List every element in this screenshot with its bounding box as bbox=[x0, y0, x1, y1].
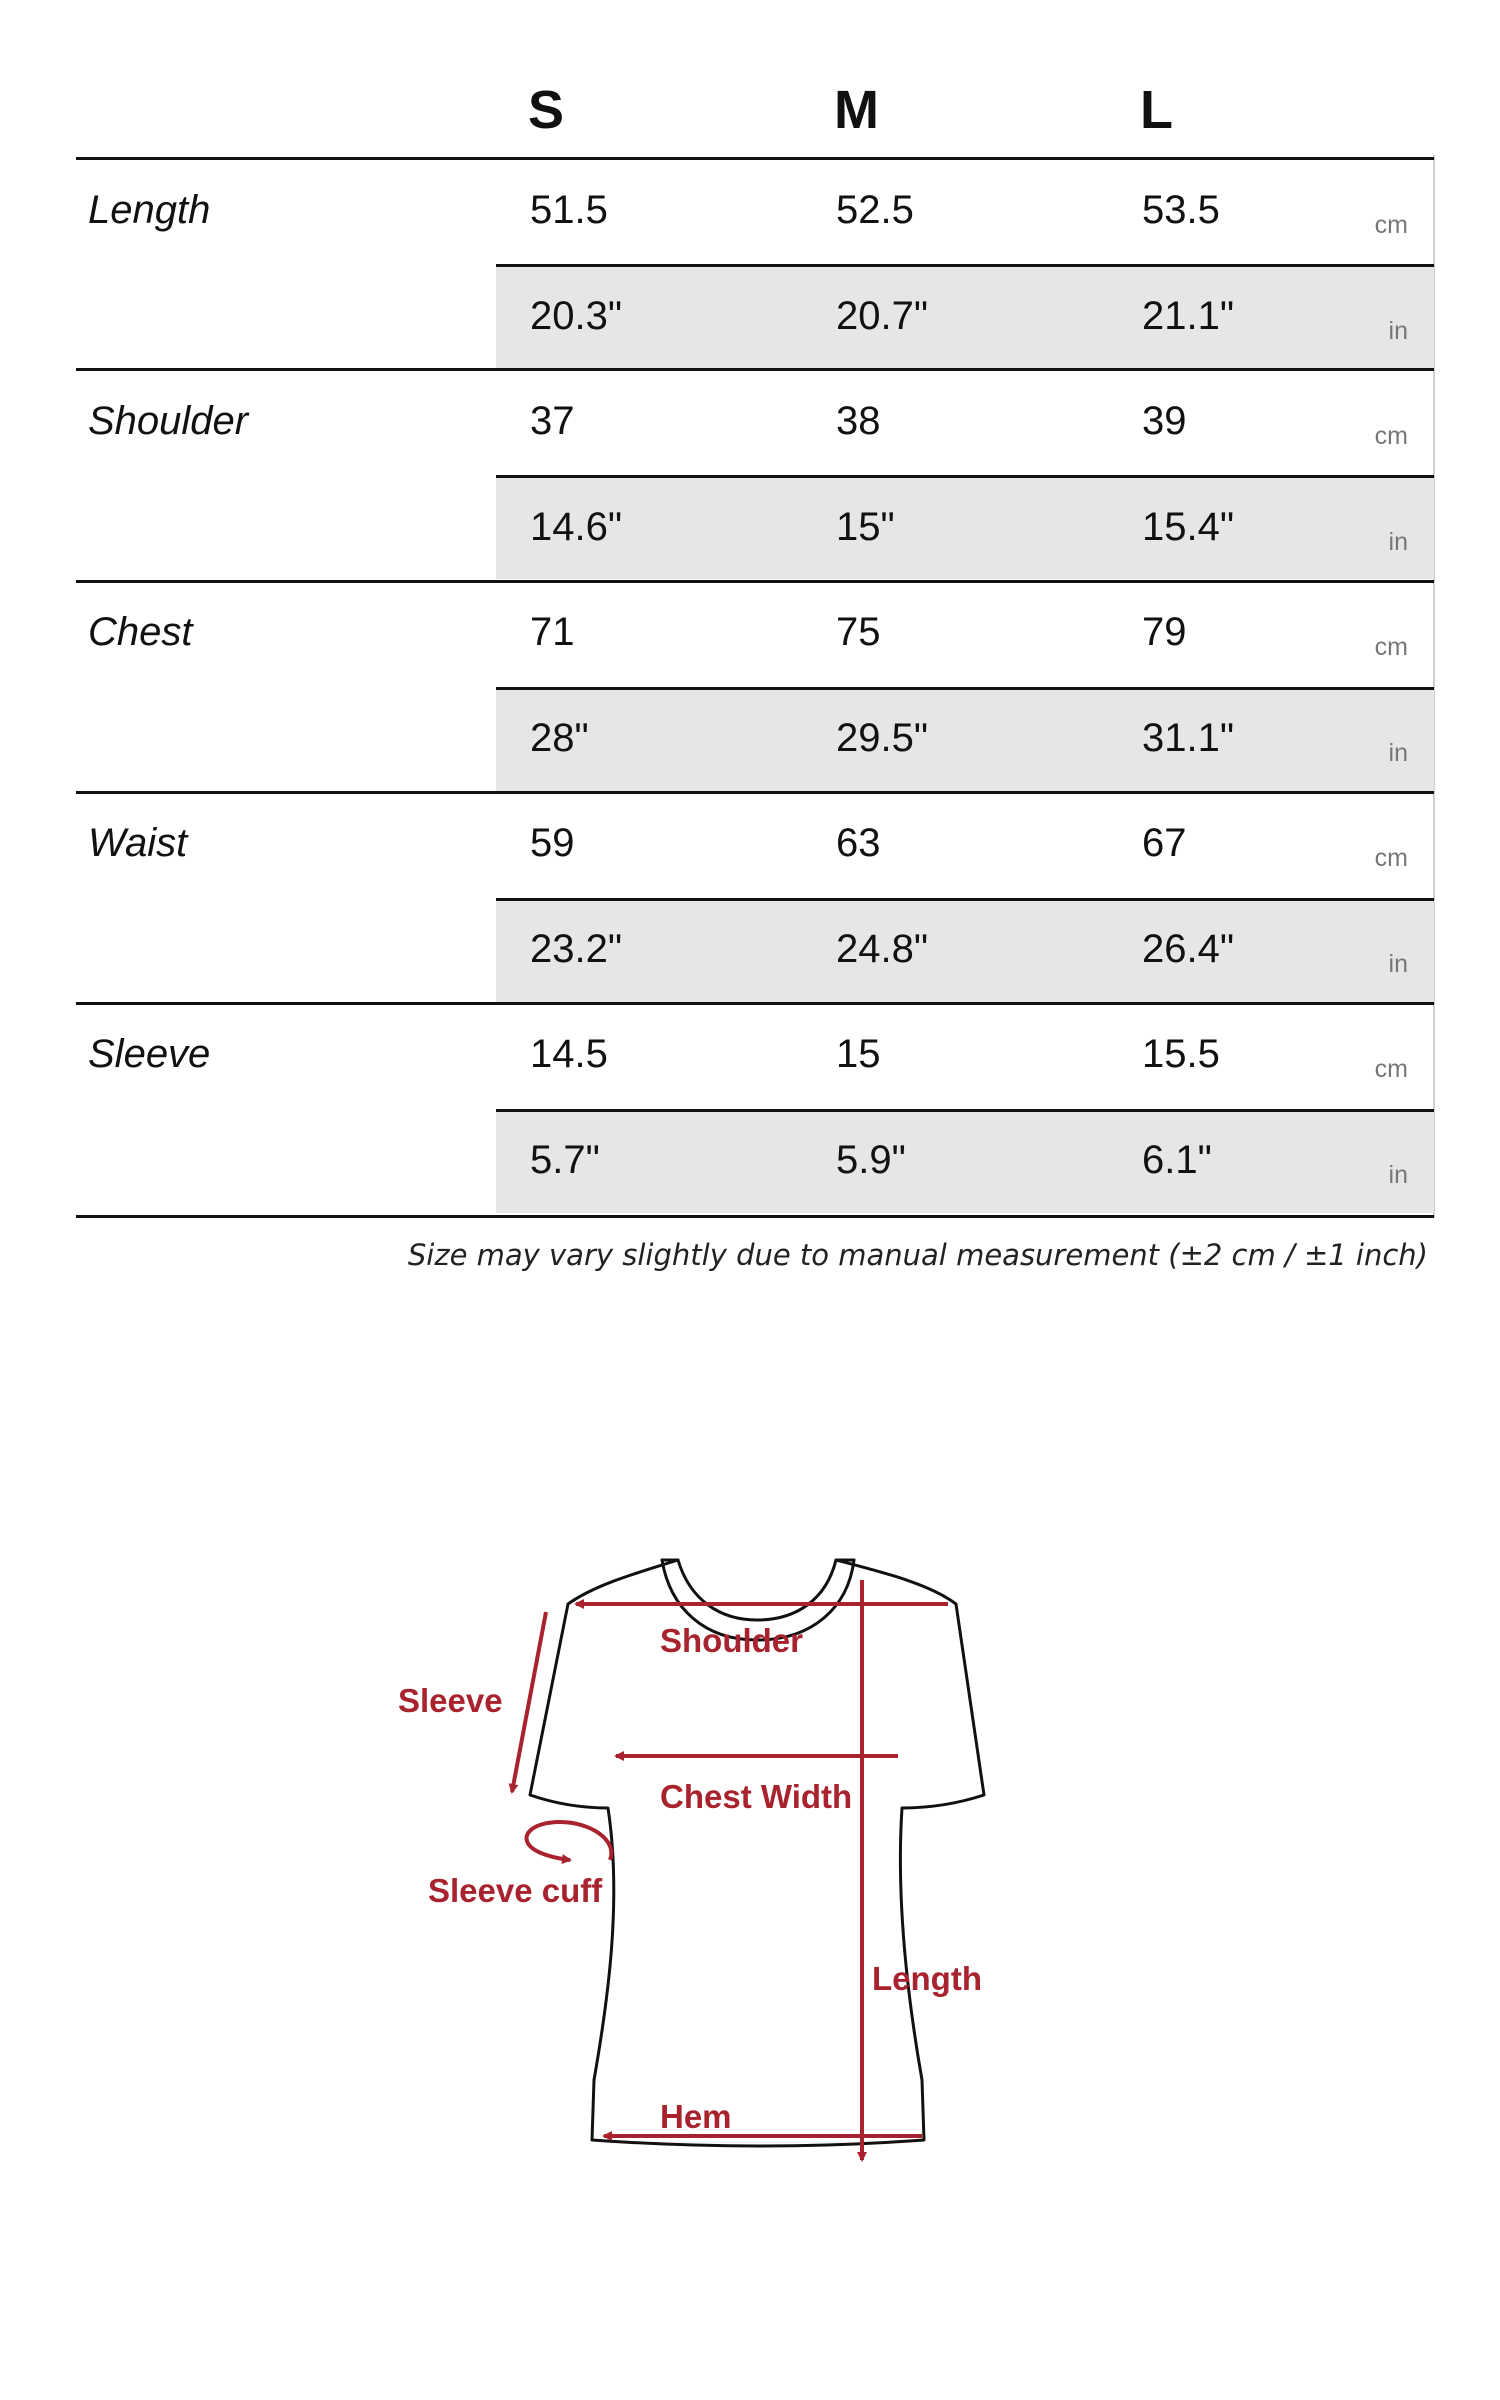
unit-in: in bbox=[1388, 1161, 1408, 1189]
cell-waist-m-in: 24.8" bbox=[836, 927, 929, 971]
cell-chest-s-in: 28" bbox=[530, 716, 589, 760]
measure-label-length: Length bbox=[88, 188, 211, 232]
unit-cm: cm bbox=[1374, 211, 1408, 239]
size-header-m: M bbox=[834, 80, 879, 140]
measure-label-chest: Chest bbox=[88, 610, 193, 654]
measure-label-waist: Waist bbox=[88, 821, 188, 865]
label-sleeve: Sleeve bbox=[398, 1682, 503, 1719]
sleeve-arrow bbox=[512, 1612, 546, 1792]
cell-shoulder-s-cm: 37 bbox=[530, 399, 575, 443]
cell-chest-l-cm: 79 bbox=[1142, 610, 1187, 654]
cell-sleeve-m-cm: 15 bbox=[836, 1032, 881, 1076]
cell-waist-l-in: 26.4" bbox=[1142, 927, 1235, 971]
label-length: Length bbox=[872, 1960, 982, 1997]
cell-length-l-cm: 53.5 bbox=[1142, 188, 1220, 232]
cell-sleeve-s-cm: 14.5 bbox=[530, 1032, 608, 1076]
cell-shoulder-m-in: 15" bbox=[836, 505, 895, 549]
cell-shoulder-m-cm: 38 bbox=[836, 399, 881, 443]
size-header-s: S bbox=[528, 80, 565, 140]
cell-shoulder-l-cm: 39 bbox=[1142, 399, 1187, 443]
label-shoulder: Shoulder bbox=[660, 1622, 804, 1659]
unit-cm: cm bbox=[1374, 633, 1408, 661]
unit-cm: cm bbox=[1374, 844, 1408, 872]
label-sleeve-cuff: Sleeve cuff bbox=[428, 1872, 603, 1909]
cell-waist-s-cm: 59 bbox=[530, 821, 575, 865]
size-header-l: L bbox=[1140, 80, 1173, 140]
label-hem: Hem bbox=[660, 2098, 732, 2135]
cell-shoulder-s-in: 14.6" bbox=[530, 505, 623, 549]
cell-shoulder-l-in: 15.4" bbox=[1142, 505, 1235, 549]
unit-cm: cm bbox=[1374, 1055, 1408, 1083]
measure-label-sleeve: Sleeve bbox=[88, 1032, 211, 1076]
cell-sleeve-l-in: 6.1" bbox=[1142, 1138, 1212, 1182]
unit-in: in bbox=[1388, 739, 1408, 767]
unit-cm: cm bbox=[1374, 422, 1408, 450]
cell-sleeve-s-in: 5.7" bbox=[530, 1138, 600, 1182]
cell-waist-m-cm: 63 bbox=[836, 821, 881, 865]
cell-length-l-in: 21.1" bbox=[1142, 294, 1235, 338]
cell-sleeve-m-in: 5.9" bbox=[836, 1138, 906, 1182]
cell-sleeve-l-cm: 15.5 bbox=[1142, 1032, 1220, 1076]
cell-chest-s-cm: 71 bbox=[530, 610, 575, 654]
cell-chest-l-in: 31.1" bbox=[1142, 716, 1235, 760]
measurement-arrows bbox=[512, 1580, 948, 2160]
cell-chest-m-in: 29.5" bbox=[836, 716, 929, 760]
measure-label-shoulder: Shoulder bbox=[88, 399, 249, 443]
sleeve-cuff-arrow bbox=[527, 1822, 612, 1860]
cell-length-s-in: 20.3" bbox=[530, 294, 623, 338]
unit-in: in bbox=[1388, 528, 1408, 556]
cell-length-m-cm: 52.5 bbox=[836, 188, 914, 232]
label-chest-width: Chest Width bbox=[660, 1778, 853, 1815]
cell-waist-s-in: 23.2" bbox=[530, 927, 623, 971]
measurement-note: Size may vary slightly due to manual measurement (±2 cm / ±1 inch) bbox=[407, 1238, 1428, 1272]
unit-in: in bbox=[1388, 317, 1408, 345]
unit-in: in bbox=[1388, 950, 1408, 978]
cell-length-m-in: 20.7" bbox=[836, 294, 929, 338]
cell-chest-m-cm: 75 bbox=[836, 610, 881, 654]
cell-length-s-cm: 51.5 bbox=[530, 188, 608, 232]
cell-waist-l-cm: 67 bbox=[1142, 821, 1187, 865]
